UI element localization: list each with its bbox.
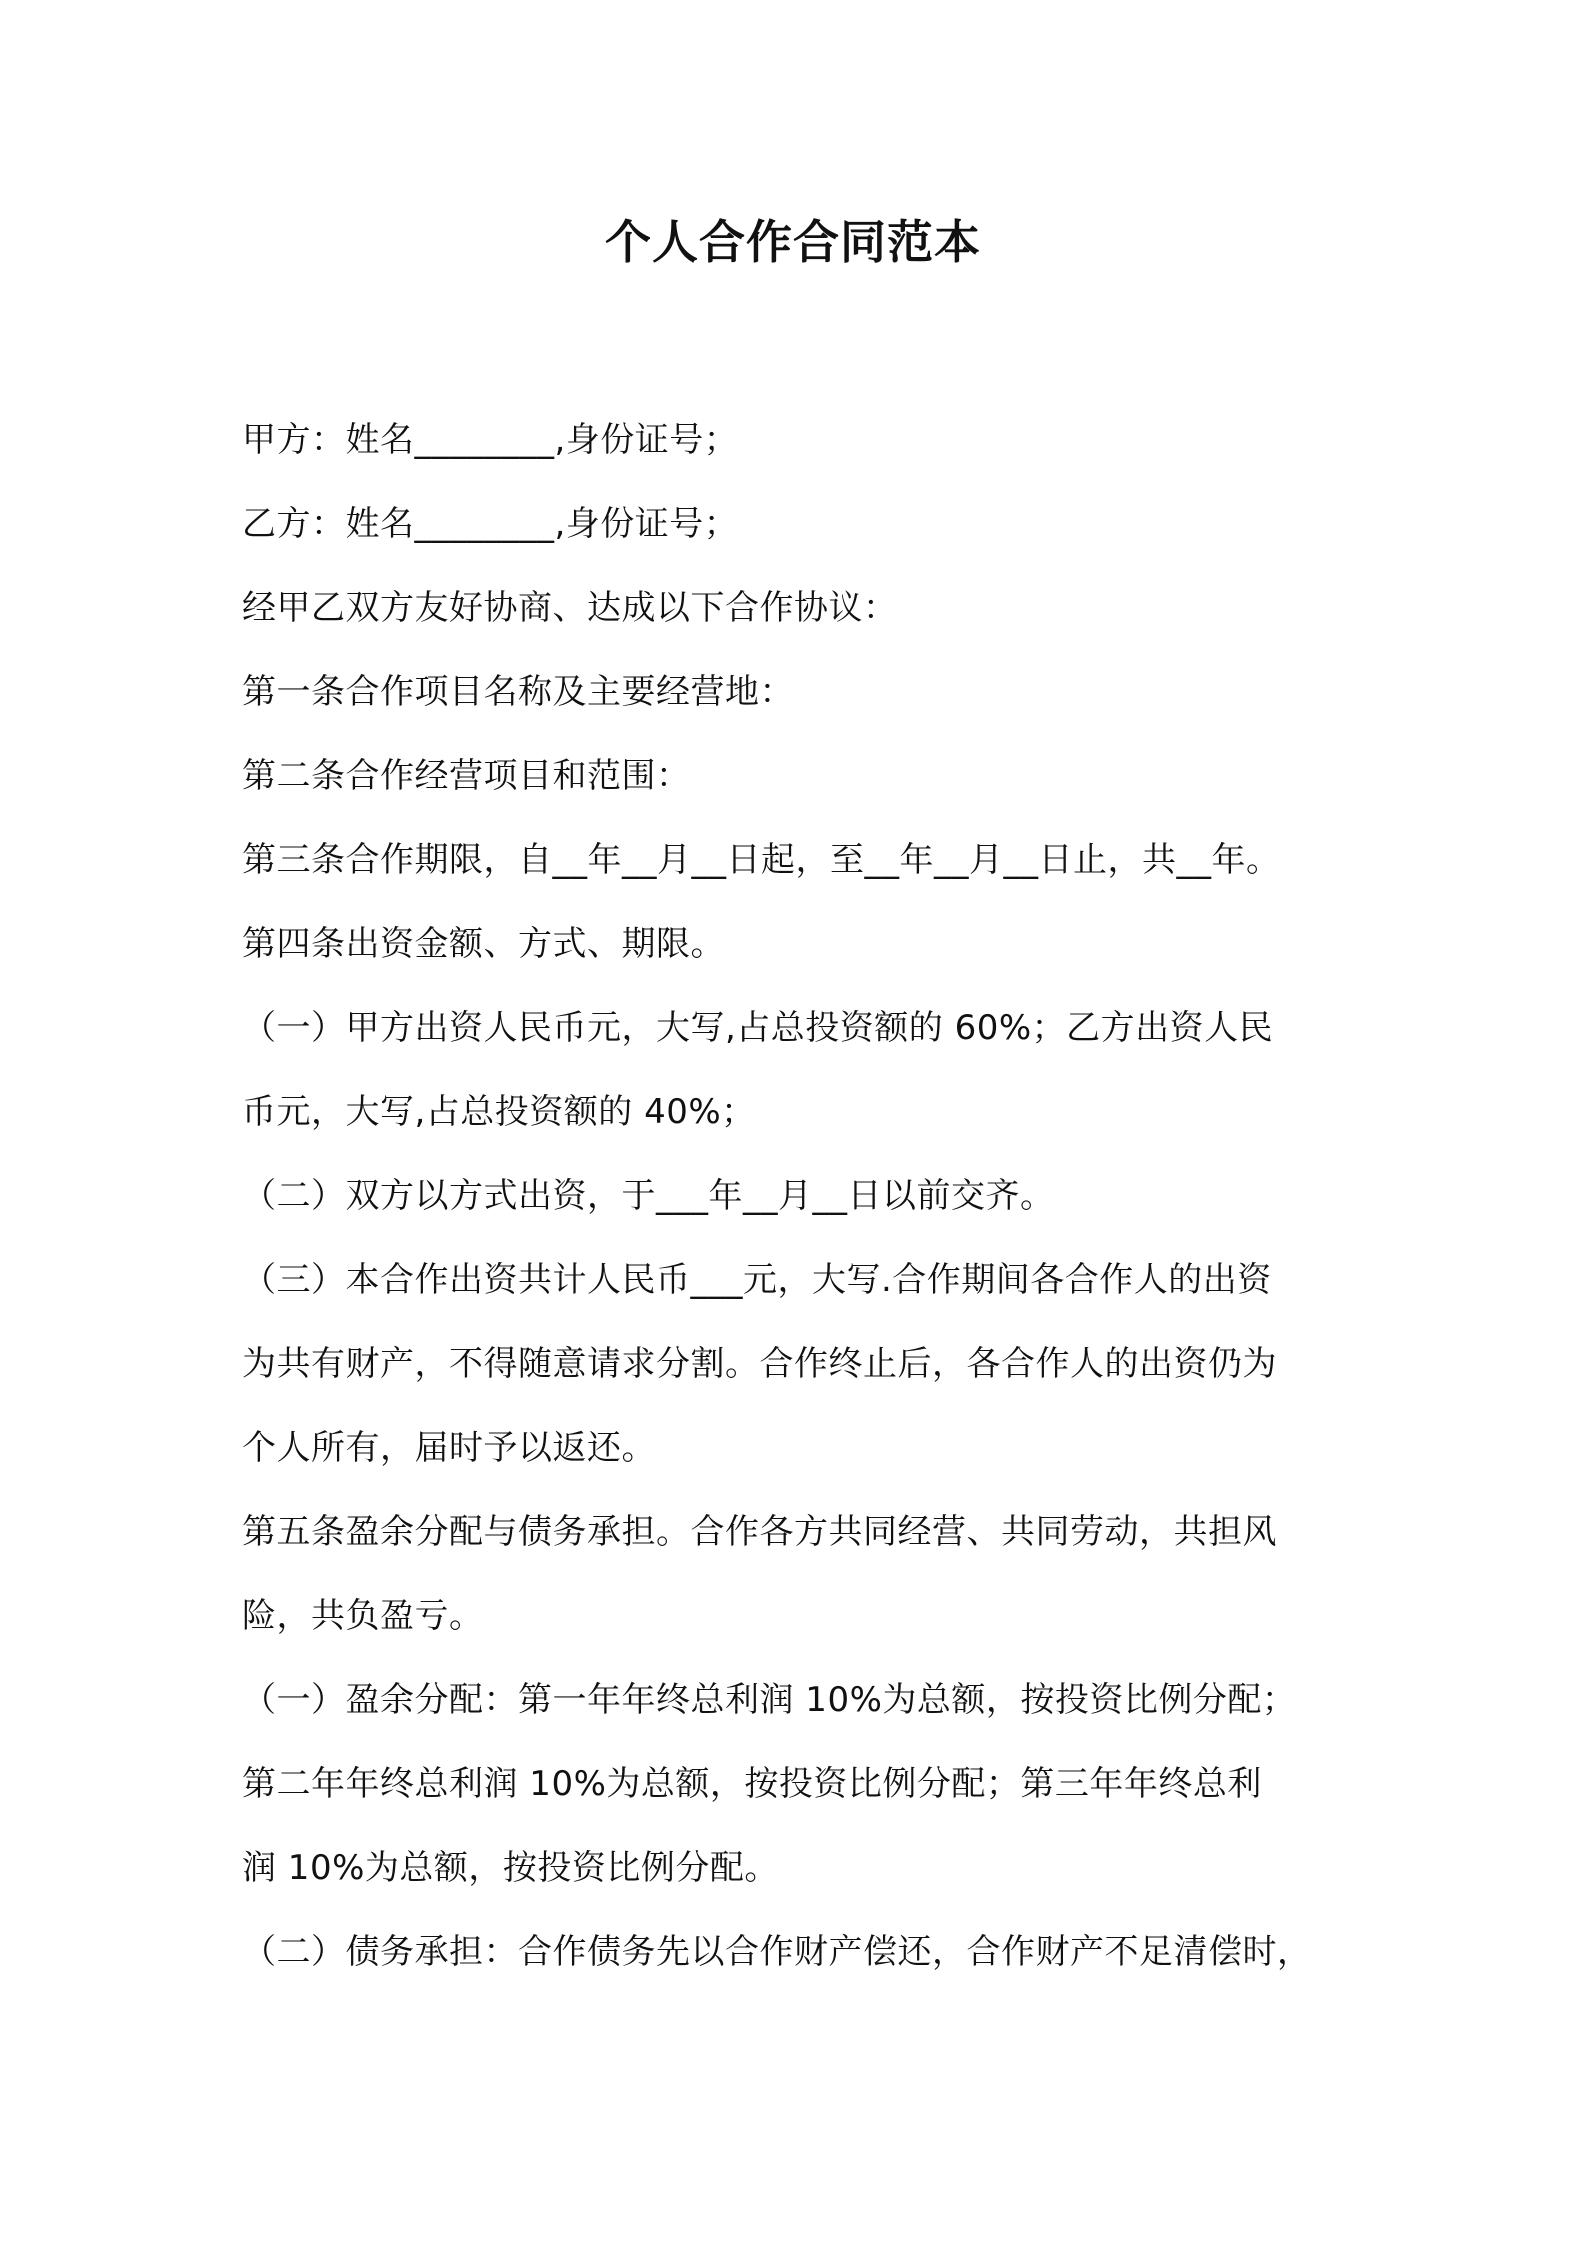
article-3-line: 第三条合作期限，自__年__月__日起，至__年__月__日止，共__年。 <box>242 840 1281 880</box>
party-a-line: 甲方：姓名________,身份证号； <box>242 420 739 460</box>
agreement-intro-line: 经甲乙双方友好协商、达成以下合作协议： <box>242 588 898 628</box>
article-4-line: 第四条出资金额、方式、期限。 <box>242 924 725 964</box>
article-4-item-3-line-3: 个人所有，届时予以返还。 <box>242 1428 656 1468</box>
article-4-item-2-line: （二）双方以方式出资，于___年__月__日以前交齐。 <box>242 1176 1055 1216</box>
article-4-item-1-line-2: 币元，大写,占总投资额的 40%； <box>242 1092 756 1132</box>
article-2-line: 第二条合作经营项目和范围： <box>242 756 691 796</box>
article-4-item-3-line-1: （三）本合作出资共计人民币___元，大写.合作期间各合作人的出资 <box>242 1260 1272 1300</box>
article-5-item-2-line-1: （二）债务承担：合作债务先以合作财产偿还，合作财产不足清偿时， <box>242 1932 1312 1972</box>
article-1-line: 第一条合作项目名称及主要经营地： <box>242 672 794 712</box>
article-5-item-1-line-3: 润 10%为总额，按投资比例分配。 <box>242 1848 779 1888</box>
article-5-item-1-line-2: 第二年年终总利润 10%为总额，按投资比例分配；第三年年终总利 <box>242 1764 1262 1804</box>
article-4-item-3-line-2: 为共有财产，不得随意请求分割。合作终止后，各合作人的出资仍为 <box>242 1344 1277 1384</box>
document-title: 个人合作合同范本 <box>605 215 981 269</box>
article-5-line-2: 险，共负盈亏。 <box>242 1596 484 1636</box>
article-5-line-1: 第五条盈余分配与债务承担。合作各方共同经营、共同劳动，共担风 <box>242 1512 1277 1552</box>
article-4-item-1-line-1: （一）甲方出资人民币元，大写,占总投资额的 60%；乙方出资人民 <box>242 1008 1274 1048</box>
party-b-line: 乙方：姓名________,身份证号； <box>242 504 739 544</box>
article-5-item-1-line-1: （一）盈余分配：第一年年终总利润 10%为总额，按投资比例分配； <box>242 1680 1297 1720</box>
